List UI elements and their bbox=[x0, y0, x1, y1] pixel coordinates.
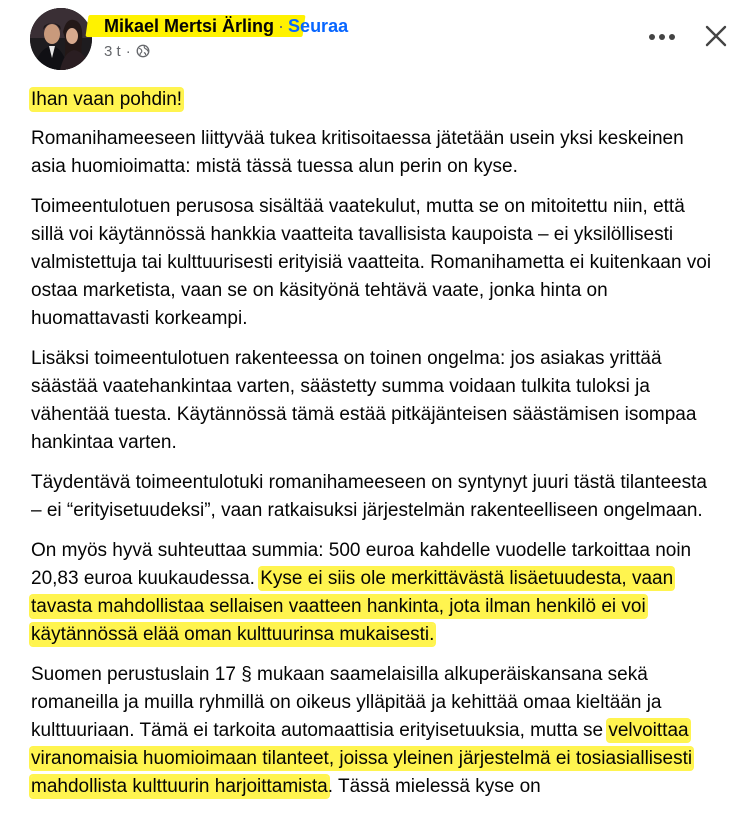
paragraph-7-text-start: Suomen perustuslain 17 § mukaan saamelaisilla alkuperäiskansana sekä romaneilla ja muilla ryhmillä on oikeus ylläpitää ja kehittää omaa kieltään ja kulttuuriaan. Tämä ei tarkoita automaattisia erityisetuuksia, mutta se bbox=[31, 664, 662, 741]
post-meta bbox=[104, 41, 150, 61]
post-body bbox=[31, 86, 721, 813]
globe-icon[interactable] bbox=[136, 44, 150, 58]
close-button[interactable] bbox=[698, 18, 734, 54]
paragraph-5: Täydentävä toimeentulotuki romanihameeseen on syntynyt juuri tästä tilanteesta – ei “erityisetuudeksi”, vaan ratkaisuksi järjestelmän rakenteelliseen ongelmaan. bbox=[31, 472, 707, 521]
post-timestamp[interactable]: 3 t bbox=[104, 42, 121, 60]
paragraph-6-text: On myös hyvä suhteuttaa summia: 500 euroa kahdelle vuodelle tarkoittaa noin 20,83 euroa kuukaudessa. bbox=[31, 540, 692, 589]
paragraph-7 bbox=[31, 661, 721, 801]
author-name[interactable]: Mikael Mertsi Ärling bbox=[104, 15, 275, 36]
avatar-photo bbox=[30, 8, 92, 70]
more-horizontal-icon bbox=[648, 33, 676, 41]
highlighted-text: Kyse ei siis ole merkittävästä lisäetuudesta, vaan tavasta mahdollistaa sellaisen vaatteen hankinta, jota ilman henkilö ei voi käytännössä elää oman kulttuurinsa mukaisesti. bbox=[31, 568, 674, 645]
author-avatar[interactable] bbox=[30, 8, 92, 70]
paragraph-7-text-end: . Tässä mielessä kyse on bbox=[327, 776, 541, 797]
author-row bbox=[104, 13, 348, 39]
meta-separator: · bbox=[125, 42, 131, 60]
paragraph-4: Lisäksi toimeentulotuen rakenteessa on toinen ongelma: jos asiakas yrittää säästää vaatehankintaa varten, säästetty summa voidaan tulkita tuloksi ja vähentää tuesta. Käytännössä tämä estää pitkäjänteisen säästämisen isompaa hankintaa varten. bbox=[31, 348, 697, 453]
paragraph-2: Romanihameeseen liittyvää tukea kritisoitaessa jätetään usein yksi keskeinen asia huomioimatta: mistä tässä tuessa alun perin on kyse. bbox=[31, 128, 684, 177]
paragraph-6 bbox=[31, 537, 721, 649]
paragraph-3: Toimeentulotuen perusosa sisältää vaatekulut, mutta se on mitoitettu niin, että sillä voi käytännössä hankkia vaatteita tavallisista kaupoista – ei yksilöllisesti valmistettuja tai kulttuurisesti erityisiä vaatteita. Romanihametta ei kuitenkaan voi ostaa marketista, vaan se on käsityönä tehtävä vaate, jonka hinta on huomattavasti korkeampi. bbox=[31, 196, 712, 329]
name-separator: · bbox=[278, 15, 285, 36]
paragraph-1 bbox=[31, 86, 721, 114]
highlighted-text: velvoittaa viranomaisia huomioimaan tilanteet, joissa yleinen järjestelmä ei tosiasiallisesti mahdollista kulttuurin harjoittamista bbox=[31, 720, 693, 797]
more-options-button[interactable] bbox=[642, 22, 682, 52]
highlighted-text: Ihan vaan pohdin! bbox=[31, 89, 183, 110]
close-icon bbox=[704, 24, 728, 48]
follow-button[interactable]: Seuraa bbox=[288, 15, 349, 36]
